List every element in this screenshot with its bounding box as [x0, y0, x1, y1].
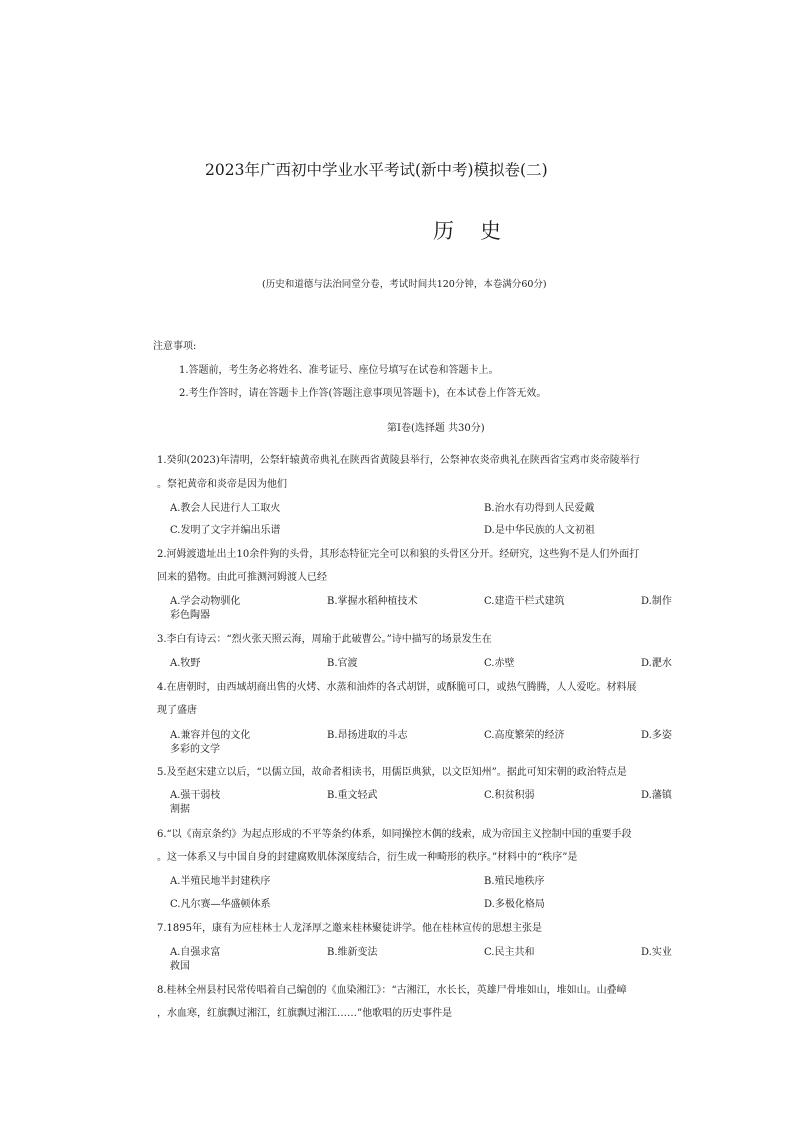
- question-5-option-d: D.藩镇: [641, 790, 672, 801]
- question-5-option-d-cont: 割据: [170, 804, 190, 815]
- question-2-option-a: A.学会动物驯化: [170, 596, 241, 607]
- question-6-line-2: 。这一体系又与中国自身的封建腐败肌体深度结合，衍生成一种畸形的秩序。”材料中的“秩序”是: [157, 852, 578, 863]
- question-6-option-a: A.半殖民地半封建秩序: [170, 876, 271, 887]
- question-3-option-a: A.牧野: [170, 658, 201, 669]
- notice-item-2: 2.考生作答时，请在答题卡上作答(答题注意事项见答题卡)，在本试卷上作答无效。: [179, 388, 547, 399]
- question-2-option-d: D.制作: [641, 596, 672, 607]
- question-7-option-a: A.自强求富: [170, 947, 221, 958]
- question-6-line-1: 6.“以《南京条约》为起点形成的不平等条约体系，如同操控木偶的线索，成为帝国主义控制中国的重要手段: [157, 829, 632, 840]
- question-7-option-d: D.实业: [641, 947, 672, 958]
- question-6-option-d: D.多极化格局: [484, 899, 545, 910]
- question-3-line-1: 3.李白有诗云：“烈火张天照云海，周瑜于此破曹公。”诗中描写的场景发生在: [157, 634, 492, 645]
- question-4-option-d-cont: 多彩的文学: [170, 744, 220, 755]
- question-1-option-d: D.是中华民族的人文初祖: [484, 525, 595, 536]
- question-2-option-c: C.建造干栏式建筑: [484, 596, 565, 607]
- question-7-line-1: 7.1895年，康有为应桂林士人龙泽厚之邀来桂林聚徒讲学。他在桂林宣传的思想主张是: [157, 923, 542, 934]
- question-5-option-c: C.积贫积弱: [484, 790, 535, 801]
- question-6-option-b: B.殖民地秩序: [484, 876, 545, 887]
- exam-note: (历史和道德与法治同堂分卷，考试时间共120分钟，本卷满分60分): [262, 279, 547, 290]
- question-4-option-d: D.多姿: [641, 730, 672, 741]
- question-7-option-c: C.民主共和: [484, 947, 535, 958]
- question-3-option-c: C.赤壁: [484, 658, 515, 669]
- question-7-option-d-cont: 救国: [170, 961, 190, 972]
- notice-heading: 注意事项:: [153, 341, 197, 352]
- question-8-line-2: ，水血寒，红旗飘过湘江，红旗飘过湘江……”他歌唱的历史事件是: [157, 1008, 453, 1019]
- question-4-option-c: C.高度繁荣的经济: [484, 730, 565, 741]
- question-4-option-b: B.昂扬进取的斗志: [327, 730, 408, 741]
- question-5-line-1: 5.及至赵宋建立以后，“以儒立国，故命者相读书，用儒臣典狱，以文臣知州”。据此可知宋朝的政治特点是: [157, 767, 627, 778]
- question-4-option-a: A.兼容并包的文化: [170, 730, 251, 741]
- exam-title: 2023年广西初中学业水平考试(新中考)模拟卷(二): [205, 161, 548, 179]
- question-5-option-a: A.强干弱枝: [170, 790, 221, 801]
- section-heading: 第Ⅰ卷(选择题 共30分): [387, 423, 485, 434]
- question-1-line-2: 。祭祀黄帝和炎帝是因为他们: [157, 479, 287, 490]
- question-1-option-b: B.治水有功得到人民爱戴: [484, 503, 595, 514]
- question-4-line-1: 4.在唐朝时，由西域胡商出售的火烤、水蒸和油炸的各式胡饼，或酥脆可口，或热气腾腾，人人爱吃。材料展: [157, 682, 637, 693]
- question-1-option-c: C.发明了文字并编出乐谱: [170, 525, 281, 536]
- question-2-option-b: B.掌握水稻种植技术: [327, 596, 418, 607]
- subject-title: 历史: [433, 219, 527, 243]
- question-2-line-2: 回来的猎物。由此可推测河姆渡人已经: [157, 572, 327, 583]
- question-7-option-b: B.维新变法: [327, 947, 378, 958]
- question-1-line-1: 1.癸卯(2023)年清明，公祭轩辕黄帝典礼在陕西省黄陵县举行，公祭神农炎帝典礼在陕西省宝鸡市炎帝陵举行: [157, 455, 640, 466]
- question-2-line-1: 2.河姆渡遗址出土10余件狗的头骨，其形态特征完全可以和狼的头骨区分开。经研究，这些狗不是人们外面打: [157, 549, 640, 560]
- question-8-line-1: 8.桂林全州县村民常传唱着自己编创的《血染湘江》：“古湘江，水长长，英雄尸骨堆如山，堆如山。山叠嶂: [157, 985, 627, 996]
- question-5-option-b: B.重文轻武: [327, 790, 378, 801]
- notice-item-1: 1.答题前，考生务必将姓名、准考证号、座位号填写在试卷和答题卡上。: [179, 365, 499, 376]
- question-2-option-d-cont: 彩色陶器: [170, 610, 210, 621]
- question-3-option-d: D.淝水: [641, 658, 672, 669]
- question-6-option-c: C.凡尔赛—华盛顿体系: [170, 899, 271, 910]
- question-1-option-a: A.教会人民进行人工取火: [170, 503, 281, 514]
- question-4-line-2: 现了盛唐: [157, 705, 197, 716]
- question-3-option-b: B.官渡: [327, 658, 358, 669]
